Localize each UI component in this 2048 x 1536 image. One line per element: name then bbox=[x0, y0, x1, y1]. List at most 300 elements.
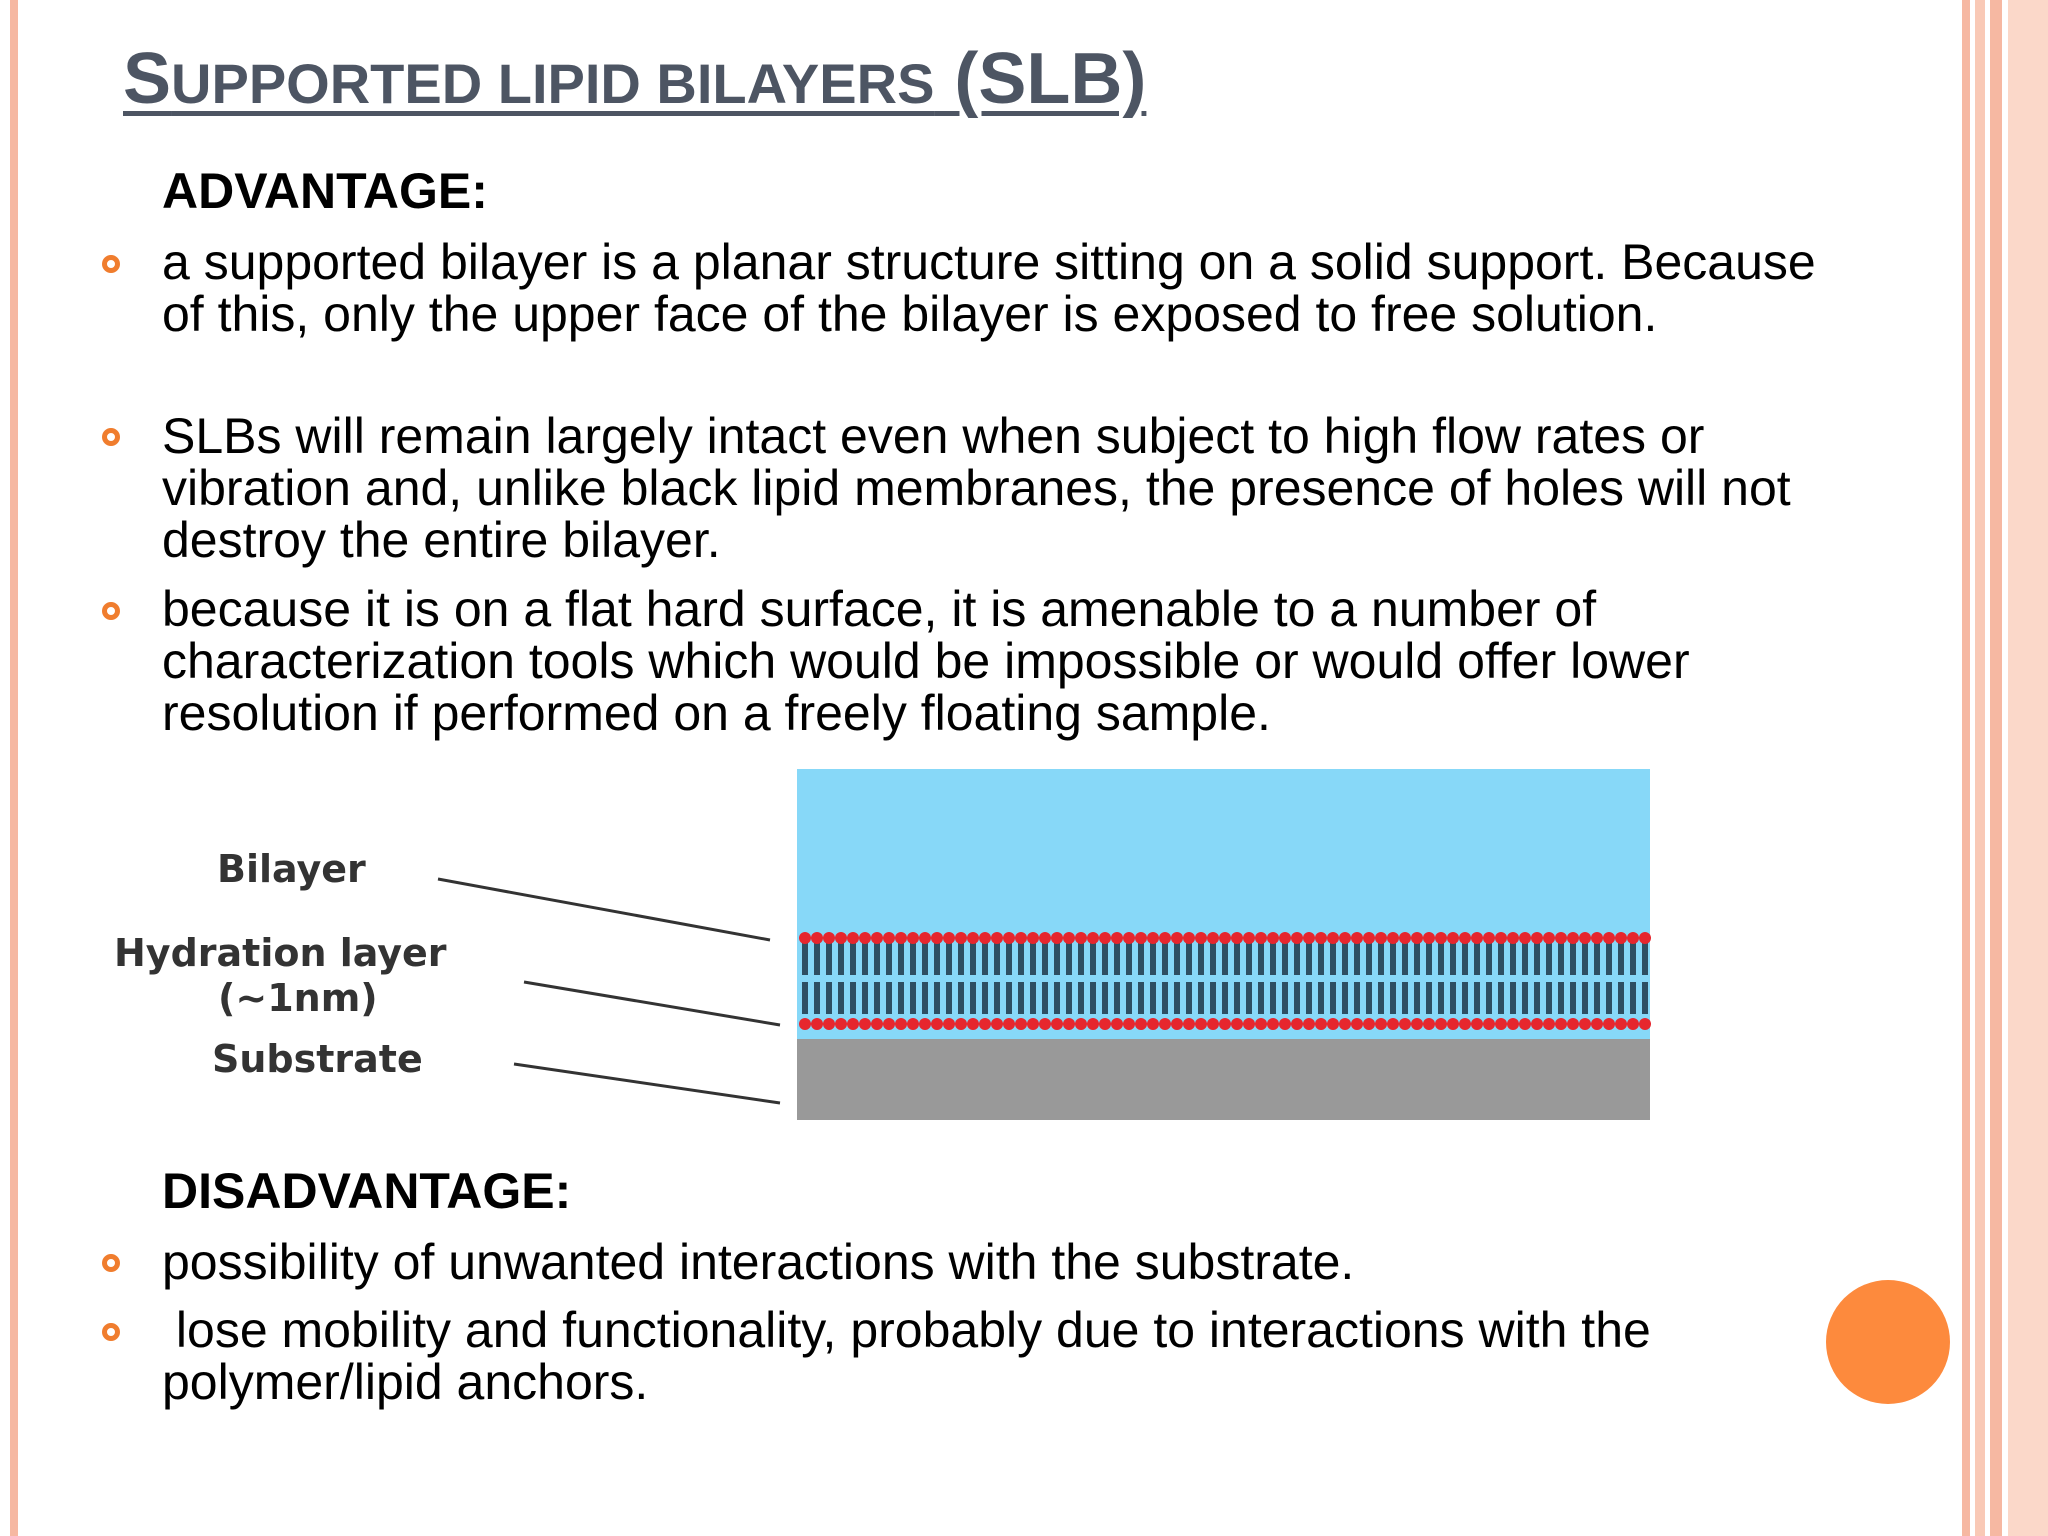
lipid-tail bbox=[1462, 943, 1468, 975]
lipid-head bbox=[1471, 1018, 1483, 1030]
lipid-tail bbox=[1042, 943, 1048, 975]
lipid-head bbox=[1039, 1018, 1051, 1030]
lipid-tail bbox=[1618, 982, 1624, 1014]
lipid-head bbox=[1303, 932, 1315, 944]
bullet-ring-icon bbox=[102, 602, 120, 620]
lipid-head bbox=[1411, 1018, 1423, 1030]
lipid-tail bbox=[970, 943, 976, 975]
lipid-tail bbox=[958, 943, 964, 975]
lipid-head bbox=[1159, 932, 1171, 944]
lipid-head bbox=[883, 932, 895, 944]
lipid-head bbox=[1471, 932, 1483, 944]
lipid-tail bbox=[1354, 982, 1360, 1014]
lipid-head bbox=[1195, 932, 1207, 944]
lipid-tail bbox=[814, 943, 820, 975]
lipid-tail bbox=[970, 982, 976, 1014]
disadvantage-heading: DISADVANTAGE: bbox=[162, 1163, 572, 1219]
lipid-head bbox=[1207, 932, 1219, 944]
lipid-tail bbox=[1246, 982, 1252, 1014]
lipid-head bbox=[1255, 932, 1267, 944]
lipid-head bbox=[1507, 1018, 1519, 1030]
lipid-tail bbox=[1366, 982, 1372, 1014]
lipid-tail bbox=[1162, 943, 1168, 975]
lipid-head bbox=[907, 932, 919, 944]
lipid-head bbox=[1243, 1018, 1255, 1030]
lipid-head bbox=[823, 932, 835, 944]
lipid-head bbox=[1015, 932, 1027, 944]
lipid-tail bbox=[1306, 982, 1312, 1014]
lipid-tail bbox=[1522, 982, 1528, 1014]
lipid-head bbox=[1339, 1018, 1351, 1030]
title-initial: S bbox=[123, 39, 172, 119]
lipid-head bbox=[1135, 1018, 1147, 1030]
lipid-tail bbox=[1030, 982, 1036, 1014]
lipid-tail bbox=[1498, 943, 1504, 975]
label-bilayer: Bilayer bbox=[217, 847, 366, 891]
bullet-ring-icon bbox=[102, 255, 120, 273]
lipid-head bbox=[1591, 1018, 1603, 1030]
lipid-tail bbox=[1162, 982, 1168, 1014]
title-suffix: (SLB) bbox=[934, 39, 1147, 119]
lipid-head bbox=[1567, 932, 1579, 944]
lipid-tail bbox=[1330, 943, 1336, 975]
lipid-tail bbox=[898, 943, 904, 975]
lipid-tail bbox=[838, 982, 844, 1014]
lipid-head bbox=[1423, 1018, 1435, 1030]
lipid-tail bbox=[826, 982, 832, 1014]
lipid-tail bbox=[1294, 982, 1300, 1014]
lipid-tail bbox=[1510, 943, 1516, 975]
lipid-head bbox=[859, 932, 871, 944]
disadvantage-item-2: lose mobility and functionality, probably due to interactions with the polymer/lipid anchors. bbox=[162, 1302, 1665, 1410]
lipid-tail bbox=[922, 943, 928, 975]
lipid-head bbox=[943, 1018, 955, 1030]
lipid-tail bbox=[1354, 943, 1360, 975]
lipid-tail bbox=[1342, 982, 1348, 1014]
lipid-tail bbox=[1270, 982, 1276, 1014]
lipid-head bbox=[1123, 1018, 1135, 1030]
lipid-tail bbox=[1606, 982, 1612, 1014]
lipid-head bbox=[1387, 932, 1399, 944]
lipid-head bbox=[895, 1018, 907, 1030]
lipid-tail bbox=[1222, 943, 1228, 975]
lipid-tail bbox=[1474, 982, 1480, 1014]
lipid-tail bbox=[826, 943, 832, 975]
lipid-tail bbox=[1414, 943, 1420, 975]
lipid-head bbox=[1267, 932, 1279, 944]
lipid-tail bbox=[850, 982, 856, 1014]
lipid-head bbox=[1207, 1018, 1219, 1030]
lipid-tail bbox=[1234, 982, 1240, 1014]
lipid-head bbox=[883, 1018, 895, 1030]
lipid-head bbox=[979, 932, 991, 944]
lipid-head bbox=[1459, 932, 1471, 944]
advantage-item-2: SLBs will remain largely intact even when subject to high flow rates or vibration and, unlike black lipid membranes, the presence of holes will not destroy the entire bilayer. bbox=[162, 408, 1791, 568]
lipid-head bbox=[1027, 1018, 1039, 1030]
lipid-tail bbox=[1558, 943, 1564, 975]
lipid-tail bbox=[1462, 982, 1468, 1014]
lipid-tail bbox=[1642, 982, 1648, 1014]
lipid-head bbox=[1159, 1018, 1171, 1030]
lipid-tail bbox=[1042, 982, 1048, 1014]
lipid-tail bbox=[1054, 943, 1060, 975]
lipid-head bbox=[1195, 1018, 1207, 1030]
lipid-tail bbox=[1642, 943, 1648, 975]
lipid-tail bbox=[898, 982, 904, 1014]
lipid-tail bbox=[850, 943, 856, 975]
lipid-head bbox=[1051, 1018, 1063, 1030]
lipid-head bbox=[1171, 1018, 1183, 1030]
lipid-tail bbox=[1522, 943, 1528, 975]
lipid-tail bbox=[958, 982, 964, 1014]
lipid-head bbox=[1351, 1018, 1363, 1030]
lipid-tail bbox=[1426, 982, 1432, 1014]
lipid-head bbox=[1519, 1018, 1531, 1030]
lipid-tail bbox=[1390, 982, 1396, 1014]
lipid-tail bbox=[982, 982, 988, 1014]
lipid-tail bbox=[1366, 943, 1372, 975]
lipid-tail bbox=[1594, 943, 1600, 975]
lipid-head bbox=[1375, 1018, 1387, 1030]
lipid-tail bbox=[1030, 943, 1036, 975]
lipid-head bbox=[1267, 1018, 1279, 1030]
lipid-tail bbox=[922, 982, 928, 1014]
lipid-tail bbox=[1282, 982, 1288, 1014]
lipid-head bbox=[1339, 932, 1351, 944]
lipid-head bbox=[1291, 1018, 1303, 1030]
lipid-head bbox=[1063, 1018, 1075, 1030]
lipid-head bbox=[1327, 932, 1339, 944]
lipid-tail bbox=[1606, 943, 1612, 975]
bullet-ring-icon bbox=[102, 1254, 120, 1272]
lipid-tail bbox=[1126, 943, 1132, 975]
advantage-item-1: a supported bilayer is a planar structure sitting on a solid support. Because of this, only the upper face of the bilayer is exposed to free solution. bbox=[162, 234, 1816, 342]
lipid-tail bbox=[1258, 982, 1264, 1014]
lipid-head bbox=[1519, 932, 1531, 944]
lipid-head bbox=[943, 932, 955, 944]
lipid-head bbox=[1219, 932, 1231, 944]
lipid-tail bbox=[1126, 982, 1132, 1014]
lipid-head bbox=[835, 1018, 847, 1030]
lipid-head bbox=[1543, 1018, 1555, 1030]
right-border-stripe bbox=[1962, 0, 1970, 1536]
lipid-tail bbox=[1378, 943, 1384, 975]
lipid-head bbox=[1399, 932, 1411, 944]
lipid-tail bbox=[1270, 943, 1276, 975]
lipid-tail bbox=[1534, 943, 1540, 975]
lipid-tail bbox=[1138, 943, 1144, 975]
lipid-head bbox=[931, 1018, 943, 1030]
lipid-tail bbox=[1018, 982, 1024, 1014]
lipid-head bbox=[1135, 932, 1147, 944]
bullet-ring-icon bbox=[102, 1323, 120, 1341]
lipid-tail bbox=[1414, 982, 1420, 1014]
lipid-head bbox=[1099, 1018, 1111, 1030]
lipid-tail bbox=[886, 982, 892, 1014]
disadvantage-item-1: possibility of unwanted interactions with the substrate. bbox=[162, 1234, 1355, 1290]
lipid-head bbox=[1015, 1018, 1027, 1030]
lipid-head bbox=[1183, 1018, 1195, 1030]
lipid-tail bbox=[1510, 982, 1516, 1014]
lipid-tail bbox=[1186, 982, 1192, 1014]
lipid-head bbox=[1063, 932, 1075, 944]
lipid-tail bbox=[1078, 943, 1084, 975]
lipid-head bbox=[1531, 932, 1543, 944]
lipid-head bbox=[919, 932, 931, 944]
lipid-tail bbox=[874, 982, 880, 1014]
lipid-tail bbox=[1090, 982, 1096, 1014]
lipid-head bbox=[799, 932, 811, 944]
lipid-head bbox=[1579, 1018, 1591, 1030]
lipid-tail bbox=[1222, 982, 1228, 1014]
lipid-head bbox=[1579, 932, 1591, 944]
hydration-leader-line bbox=[524, 982, 780, 1025]
bilayer-diagram bbox=[100, 760, 1660, 1130]
lipid-head bbox=[895, 932, 907, 944]
lipid-tail bbox=[1114, 943, 1120, 975]
lipid-head bbox=[1639, 932, 1651, 944]
lipid-head bbox=[907, 1018, 919, 1030]
lipid-tail bbox=[1582, 943, 1588, 975]
lipid-head bbox=[1447, 1018, 1459, 1030]
lipid-tail bbox=[1378, 982, 1384, 1014]
lipid-head bbox=[1075, 932, 1087, 944]
lipid-head bbox=[1243, 932, 1255, 944]
right-border-stripe bbox=[2008, 0, 2048, 1536]
lipid-head bbox=[955, 932, 967, 944]
lipid-tail bbox=[1066, 943, 1072, 975]
lipid-tail bbox=[862, 943, 868, 975]
lipid-tail bbox=[1282, 943, 1288, 975]
label-hydration-size: (~1nm) bbox=[218, 976, 378, 1020]
lipid-head bbox=[1435, 1018, 1447, 1030]
lipid-head bbox=[1495, 1018, 1507, 1030]
lipid-head bbox=[1171, 932, 1183, 944]
lipid-tail bbox=[982, 943, 988, 975]
lipid-tail bbox=[1198, 982, 1204, 1014]
substrate-leader-line bbox=[514, 1064, 780, 1103]
lipid-head bbox=[1231, 1018, 1243, 1030]
lipid-tail bbox=[1594, 982, 1600, 1014]
lipid-head bbox=[1327, 1018, 1339, 1030]
lipid-tail bbox=[1246, 943, 1252, 975]
lipid-head bbox=[1279, 932, 1291, 944]
lipid-tail bbox=[838, 943, 844, 975]
lipid-head bbox=[979, 1018, 991, 1030]
lipid-tail bbox=[1210, 982, 1216, 1014]
lipid-tail bbox=[1402, 943, 1408, 975]
slide-title bbox=[123, 38, 1146, 120]
lipid-head bbox=[799, 1018, 811, 1030]
lipid-head bbox=[1543, 932, 1555, 944]
lipid-head bbox=[991, 1018, 1003, 1030]
lipid-head bbox=[967, 1018, 979, 1030]
lipid-head bbox=[955, 1018, 967, 1030]
lipid-head bbox=[919, 1018, 931, 1030]
lipid-tail bbox=[994, 982, 1000, 1014]
lipid-head bbox=[1615, 1018, 1627, 1030]
label-hydration-layer: Hydration layer bbox=[114, 931, 447, 975]
lipid-tail bbox=[802, 943, 808, 975]
lipid-tail bbox=[1054, 982, 1060, 1014]
lipid-head bbox=[1279, 1018, 1291, 1030]
lipid-head bbox=[1255, 1018, 1267, 1030]
lipid-tail bbox=[1174, 943, 1180, 975]
lipid-head bbox=[1603, 932, 1615, 944]
lipid-tail bbox=[862, 982, 868, 1014]
lipid-tail bbox=[1198, 943, 1204, 975]
lipid-head bbox=[1627, 932, 1639, 944]
lipid-head bbox=[1147, 1018, 1159, 1030]
advantage-item-3: because it is on a flat hard surface, it is amenable to a number of characterization tools which would be impossible or would offer lower resolution if performed on a freely floating sample. bbox=[162, 581, 1690, 741]
lipid-head bbox=[1219, 1018, 1231, 1030]
bullet-ring-icon bbox=[102, 428, 120, 446]
advantage-heading: ADVANTAGE: bbox=[162, 163, 488, 219]
lipid-tail bbox=[1318, 982, 1324, 1014]
lipid-tail bbox=[1294, 943, 1300, 975]
lipid-tail bbox=[1006, 982, 1012, 1014]
lipid-tail bbox=[1570, 982, 1576, 1014]
lipid-tail bbox=[886, 943, 892, 975]
lipid-tail bbox=[1330, 982, 1336, 1014]
lipid-tail bbox=[1450, 943, 1456, 975]
lipid-head bbox=[1315, 1018, 1327, 1030]
lipid-head bbox=[1147, 932, 1159, 944]
lipid-head bbox=[1123, 932, 1135, 944]
lipid-head bbox=[1459, 1018, 1471, 1030]
lipid-head bbox=[1411, 932, 1423, 944]
lipid-tail bbox=[1618, 943, 1624, 975]
lipid-head bbox=[1291, 932, 1303, 944]
lipid-tail bbox=[1450, 982, 1456, 1014]
lipid-tail bbox=[1558, 982, 1564, 1014]
lipid-head bbox=[1099, 932, 1111, 944]
lipid-tail bbox=[1306, 943, 1312, 975]
bilayer-leader-line bbox=[438, 879, 770, 940]
lipid-head bbox=[1315, 932, 1327, 944]
lipid-head bbox=[1351, 932, 1363, 944]
lipid-tail bbox=[1102, 943, 1108, 975]
lipid-tail bbox=[1498, 982, 1504, 1014]
lipid-tail bbox=[934, 943, 940, 975]
lipid-head bbox=[1603, 1018, 1615, 1030]
lipid-tail bbox=[1090, 943, 1096, 975]
lipid-tail bbox=[1474, 943, 1480, 975]
lipid-tail bbox=[1546, 943, 1552, 975]
lipid-head bbox=[1423, 932, 1435, 944]
lipid-tail bbox=[1390, 943, 1396, 975]
lipid-head bbox=[1627, 1018, 1639, 1030]
lipid-head bbox=[1111, 1018, 1123, 1030]
lipid-head bbox=[1483, 932, 1495, 944]
lipid-head bbox=[1639, 1018, 1651, 1030]
label-substrate: Substrate bbox=[212, 1037, 423, 1081]
lipid-tail bbox=[1570, 943, 1576, 975]
lipid-tail bbox=[1138, 982, 1144, 1014]
lipid-head bbox=[1591, 932, 1603, 944]
lipid-head bbox=[1387, 1018, 1399, 1030]
lipid-head bbox=[1303, 1018, 1315, 1030]
lipid-head bbox=[1231, 932, 1243, 944]
lipid-head bbox=[967, 932, 979, 944]
lipid-head bbox=[1435, 932, 1447, 944]
lipid-head bbox=[1183, 932, 1195, 944]
lipid-tail bbox=[910, 943, 916, 975]
lipid-tail bbox=[1114, 982, 1120, 1014]
lipid-head bbox=[1555, 1018, 1567, 1030]
lipid-tail bbox=[1234, 943, 1240, 975]
lipid-head bbox=[1495, 932, 1507, 944]
lipid-head bbox=[1399, 1018, 1411, 1030]
lipid-head bbox=[823, 1018, 835, 1030]
lipid-head bbox=[1039, 932, 1051, 944]
lipid-tail bbox=[1258, 943, 1264, 975]
lipid-tail bbox=[946, 943, 952, 975]
lipid-head bbox=[1003, 1018, 1015, 1030]
lipid-head bbox=[811, 1018, 823, 1030]
lipid-tail bbox=[1186, 943, 1192, 975]
decorative-circle bbox=[1826, 1280, 1950, 1404]
lipid-tail bbox=[802, 982, 808, 1014]
substrate-region bbox=[797, 1039, 1650, 1120]
lipid-tail bbox=[874, 943, 880, 975]
lipid-tail bbox=[946, 982, 952, 1014]
lipid-head bbox=[1087, 1018, 1099, 1030]
lipid-tail bbox=[1174, 982, 1180, 1014]
lipid-head bbox=[1531, 1018, 1543, 1030]
lipid-head bbox=[835, 932, 847, 944]
lipid-tail bbox=[1102, 982, 1108, 1014]
right-border-stripe bbox=[1975, 0, 1985, 1536]
lipid-tail bbox=[1078, 982, 1084, 1014]
right-border-stripe bbox=[1990, 0, 2002, 1536]
lipid-tail bbox=[1438, 982, 1444, 1014]
lipid-tail bbox=[1486, 943, 1492, 975]
lipid-tail bbox=[1546, 982, 1552, 1014]
lipid-head bbox=[1363, 1018, 1375, 1030]
lipid-head bbox=[1507, 932, 1519, 944]
lipid-head bbox=[991, 932, 1003, 944]
lipid-tail bbox=[1006, 943, 1012, 975]
lipid-tail bbox=[1486, 982, 1492, 1014]
lipid-head bbox=[1003, 932, 1015, 944]
lipid-tail bbox=[814, 982, 820, 1014]
lipid-tail bbox=[1402, 982, 1408, 1014]
lipid-tail bbox=[1630, 943, 1636, 975]
lipid-head bbox=[1027, 932, 1039, 944]
lipid-head bbox=[1375, 932, 1387, 944]
lipid-head bbox=[847, 932, 859, 944]
lipid-head bbox=[1567, 1018, 1579, 1030]
lipid-tail bbox=[1018, 943, 1024, 975]
lipid-head bbox=[811, 932, 823, 944]
lipid-tail bbox=[1210, 943, 1216, 975]
lipid-tail bbox=[1438, 943, 1444, 975]
lipid-tail bbox=[1582, 982, 1588, 1014]
lipid-tail bbox=[994, 943, 1000, 975]
lipid-tail bbox=[934, 982, 940, 1014]
lipid-tail bbox=[1318, 943, 1324, 975]
lipid-tail bbox=[910, 982, 916, 1014]
lipid-head bbox=[1111, 932, 1123, 944]
lipid-tail bbox=[1426, 943, 1432, 975]
left-border-stripe bbox=[10, 0, 18, 1536]
lipid-tail bbox=[1630, 982, 1636, 1014]
lipid-head bbox=[871, 932, 883, 944]
lipid-tail bbox=[1150, 943, 1156, 975]
lipid-head bbox=[1087, 932, 1099, 944]
lipid-tail bbox=[1534, 982, 1540, 1014]
